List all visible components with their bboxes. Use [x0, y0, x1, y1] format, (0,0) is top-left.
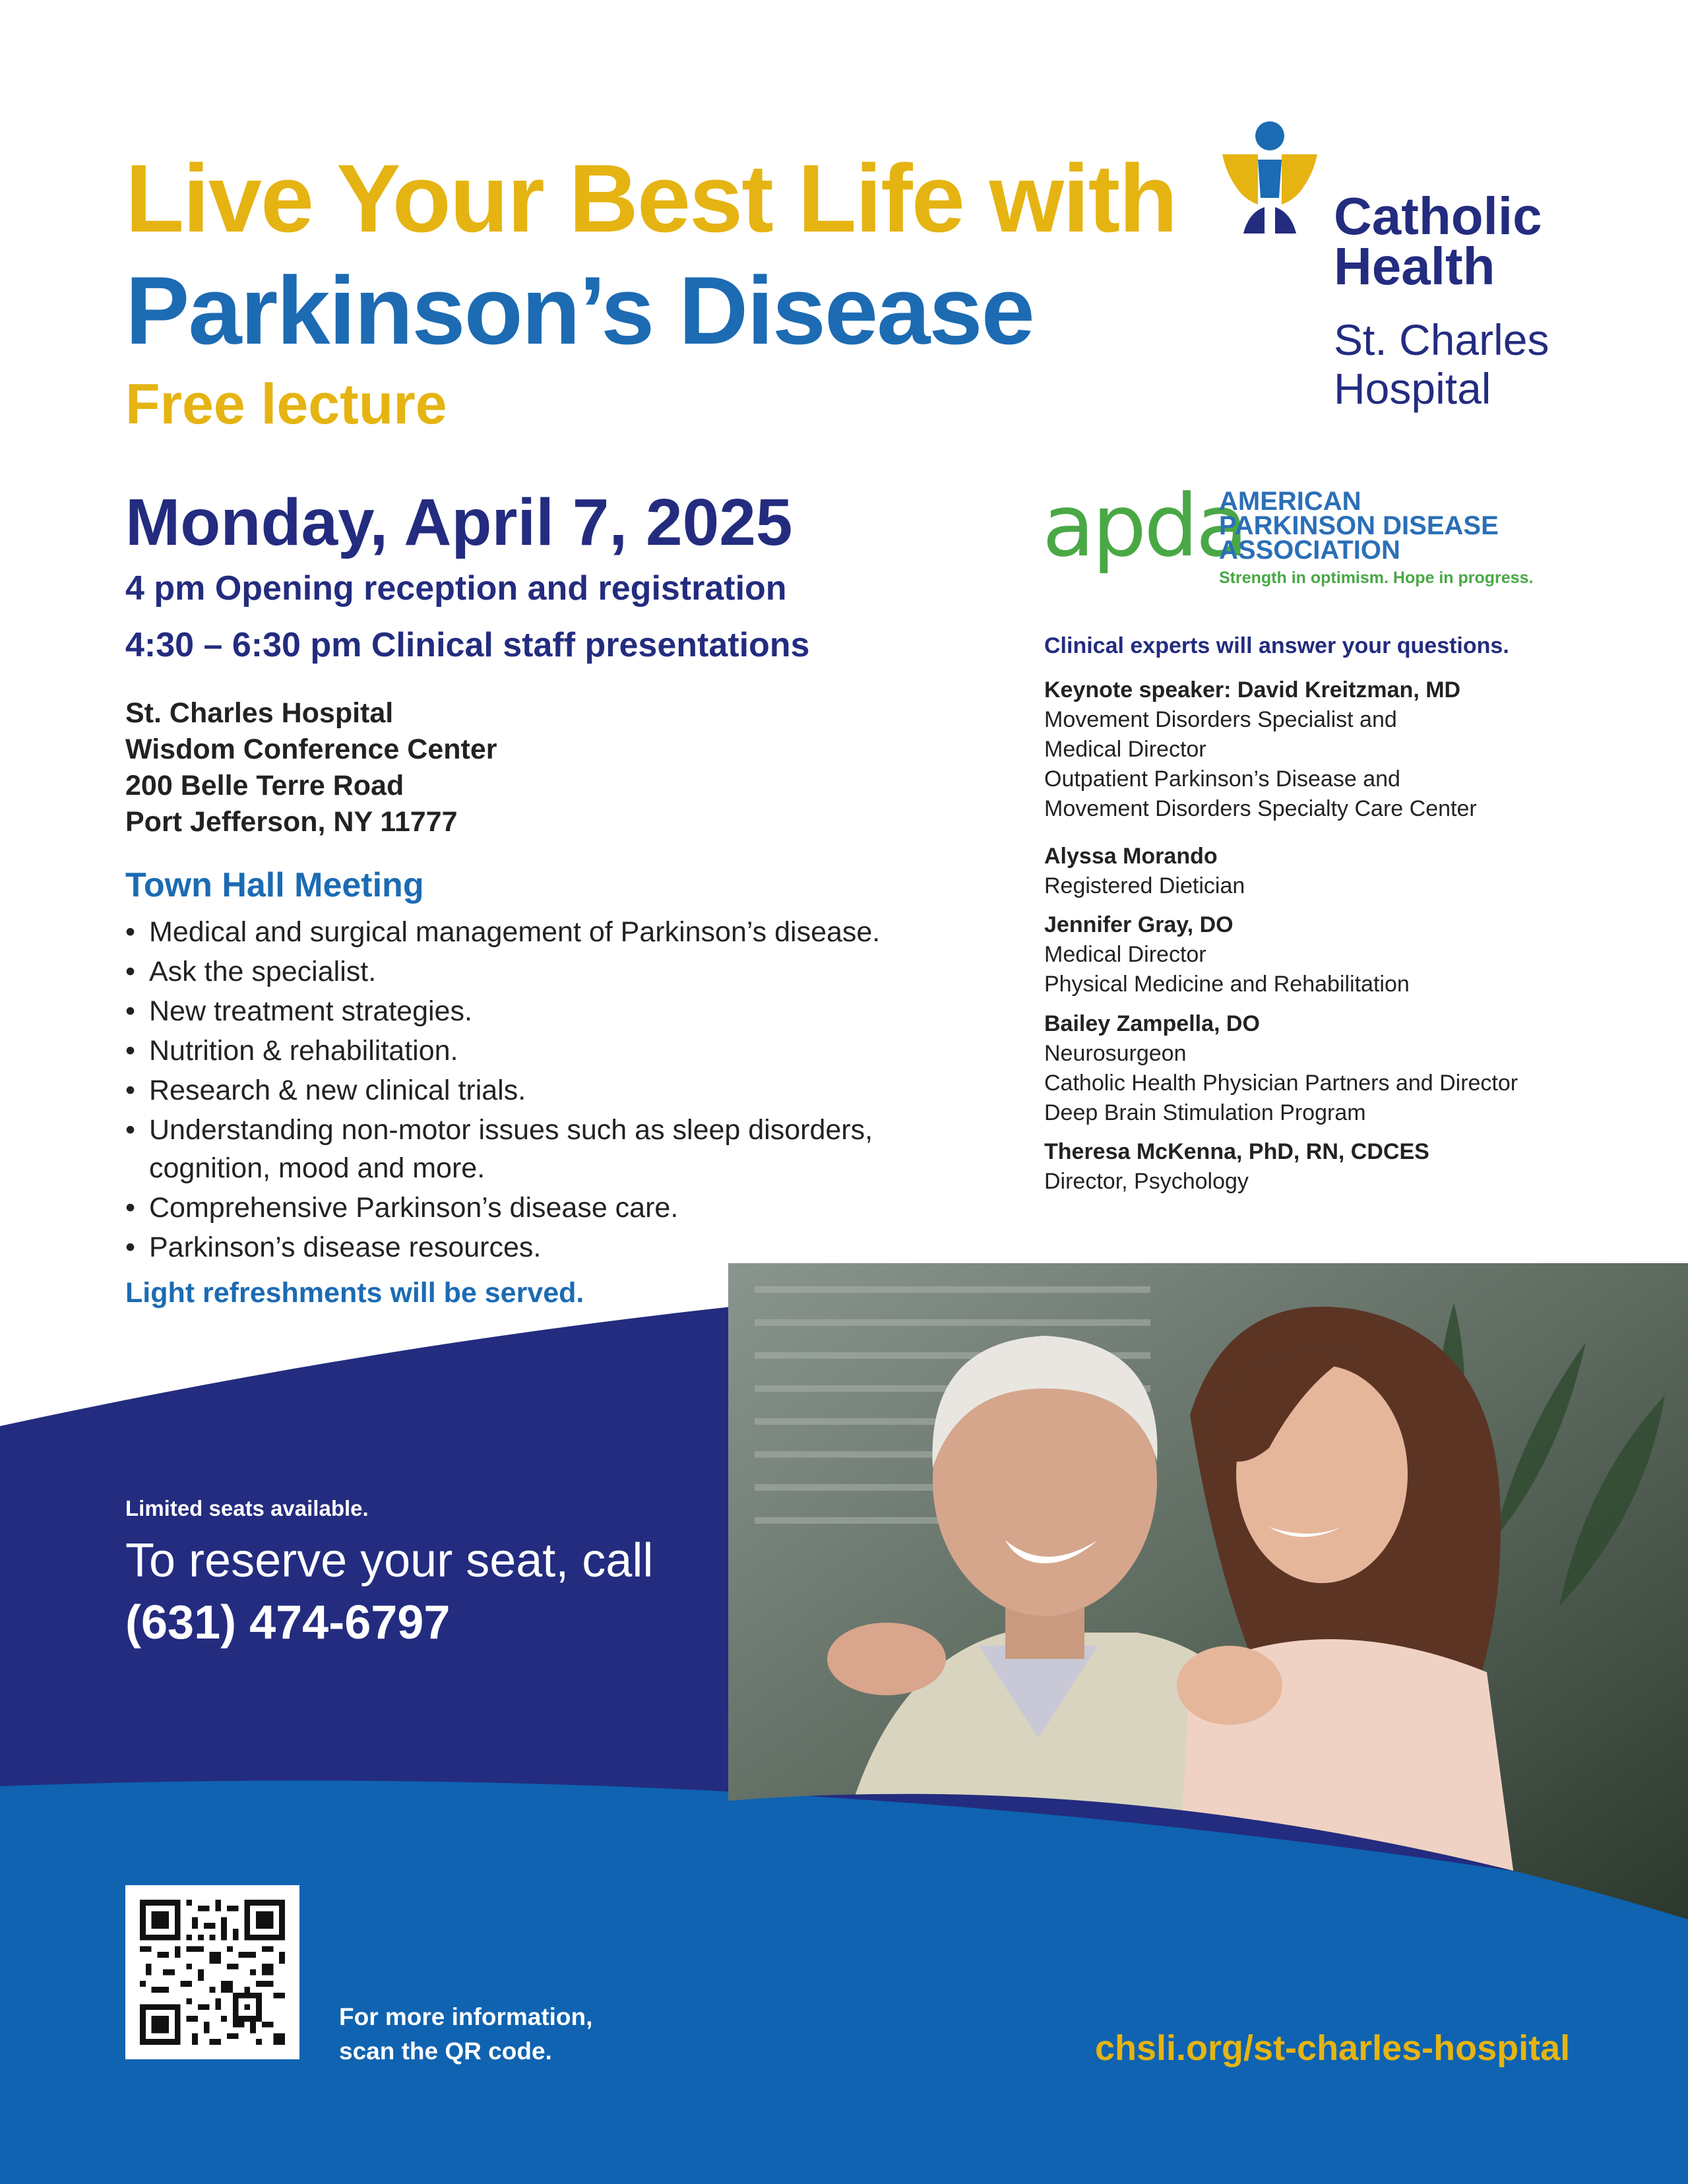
- list-item: • Comprehensive Parkinson’s disease care.: [125, 1189, 904, 1227]
- catholic-health-logo-icon: [1217, 120, 1323, 235]
- topics-list: [125, 913, 904, 1268]
- speaker-title-line: Registered Dietician: [1044, 873, 1245, 898]
- list-item: • Medical and surgical management of Parkinson’s disease.: [125, 913, 904, 951]
- keynote-label: Keynote speaker: [1044, 677, 1224, 702]
- qr-caption-line: For more information,: [339, 2003, 593, 2030]
- website-link[interactable]: chsli.org/st-charles-hospital: [1095, 2028, 1571, 2068]
- list-item: • Understanding non-motor issues such as sleep disorders, cognition, mood and more.: [125, 1111, 888, 1187]
- speaker-name: Bailey Zampella, DO: [1044, 1011, 1260, 1036]
- speaker-title-line: Medical Director: [1044, 942, 1206, 967]
- speaker-title-line: Neurosurgeon: [1044, 1041, 1187, 1066]
- schedule-presentations: 4:30 – 6:30 pm Clinical staff presentations: [125, 626, 810, 664]
- speaker-entry: [1044, 1137, 1429, 1197]
- speaker-entry: [1044, 1009, 1518, 1128]
- qr-caption: [339, 2000, 592, 2069]
- catholic-health-wordmark: [1334, 187, 1542, 296]
- speaker-title-line: Catholic Health Physician Partners and Director: [1044, 1071, 1518, 1096]
- schedule-reception: 4 pm Opening reception and registration: [125, 569, 787, 608]
- speaker-name: Theresa McKenna, PhD, RN, CDCES: [1044, 1139, 1429, 1164]
- refreshments-note: Light refreshments will be served.: [125, 1277, 584, 1309]
- list-item: • Ask the specialist.: [125, 952, 904, 991]
- list-item: • Research & new clinical trials.: [125, 1071, 904, 1109]
- logo-text-hospital: Hospital: [1334, 364, 1491, 413]
- speaker-title-line: Physical Medicine and Rehabilitation: [1044, 972, 1410, 997]
- speaker-title-line: Outpatient Parkinson’s Disease and: [1044, 766, 1400, 792]
- address-line: St. Charles Hospital: [125, 697, 394, 729]
- experts-heading: Clinical experts will answer your questions.: [1044, 633, 1509, 658]
- logo-text-catholic: Catholic: [1334, 187, 1542, 245]
- town-hall-heading: Town Hall Meeting: [125, 866, 424, 904]
- logo-text-st-charles: St. Charles: [1334, 315, 1549, 364]
- headline-line2: Parkinson’s Disease: [125, 257, 1034, 364]
- apda-tagline: Strength in optimism. Hope in progress.: [1219, 569, 1534, 587]
- venue-address: [125, 695, 497, 840]
- apda-name-line: PARKINSON DISEASE: [1219, 511, 1499, 540]
- speaker-title-line: Deep Brain Stimulation Program: [1044, 1100, 1366, 1125]
- qr-code-icon: [140, 1900, 285, 2045]
- address-line: Wisdom Conference Center: [125, 733, 497, 765]
- address-line: 200 Belle Terre Road: [125, 770, 404, 801]
- apda-logo-mark: apda: [1042, 476, 1246, 576]
- speaker-entry: [1044, 910, 1410, 999]
- apda-name-line: AMERICAN: [1219, 487, 1361, 516]
- speaker-entry: [1044, 842, 1245, 901]
- qr-caption-line: scan the QR code.: [339, 2038, 552, 2065]
- list-item: • Parkinson’s disease resources.: [125, 1228, 904, 1266]
- free-lecture-label: Free lecture: [125, 373, 447, 436]
- speaker-name: Jennifer Gray, DO: [1044, 912, 1234, 937]
- st-charles-wordmark: [1334, 315, 1549, 413]
- headline-line1: Live Your Best Life with: [125, 144, 1177, 252]
- logo-text-health: Health: [1334, 237, 1495, 296]
- speaker-title-line: Director, Psychology: [1044, 1169, 1249, 1194]
- list-item: • Nutrition & rehabilitation.: [125, 1032, 904, 1070]
- event-date: Monday, April 7, 2025: [125, 485, 793, 559]
- caregiver-photo: [728, 1263, 1688, 1919]
- keynote-speaker: [1044, 675, 1477, 824]
- speaker-title-line: Movement Disorders Specialist and: [1044, 707, 1397, 732]
- limited-seats-note: Limited seats available.: [125, 1496, 369, 1520]
- speaker-title-line: Medical Director: [1044, 737, 1206, 762]
- keynote-name: : David Kreitzman, MD: [1224, 677, 1461, 702]
- list-item: • New treatment strategies.: [125, 992, 904, 1030]
- qr-code[interactable]: [125, 1885, 299, 2059]
- apda-name-line: ASSOCIATION: [1219, 536, 1400, 565]
- reserve-call-text: To reserve your seat, call: [125, 1534, 654, 1587]
- reservation-phone-number[interactable]: (631) 474-6797: [125, 1596, 451, 1649]
- speaker-title-line: Movement Disorders Specialty Care Center: [1044, 796, 1477, 821]
- speaker-name: Alyssa Morando: [1044, 844, 1218, 869]
- apda-name: [1219, 489, 1499, 563]
- address-line: Port Jefferson, NY 11777: [125, 806, 458, 838]
